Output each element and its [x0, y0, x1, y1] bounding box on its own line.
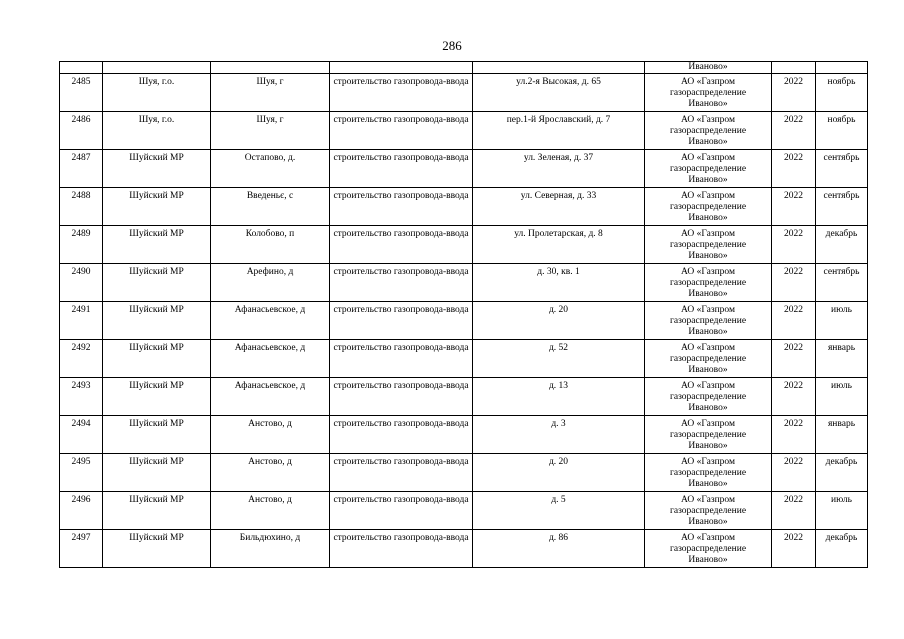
table-row	[60, 150, 868, 188]
cell-year: 2022	[772, 112, 816, 150]
table-row	[60, 264, 868, 302]
owner-line: газораспределение	[669, 544, 747, 554]
cell-year: 2022	[772, 530, 816, 568]
cell-address: ул. Северная, д. 33	[473, 188, 645, 226]
cell-address: д. 30, кв. 1	[473, 264, 645, 302]
table-row	[60, 302, 868, 340]
table-row	[60, 340, 868, 378]
owner-line: Иваново»	[688, 517, 728, 527]
owner-line: АО «Газпром	[680, 533, 735, 543]
owner-line: газораспределение	[669, 88, 747, 98]
cell-owner	[645, 454, 772, 492]
cell-address: д. 86	[473, 530, 645, 568]
table-body	[60, 62, 868, 568]
cell-month: ноябрь	[816, 112, 868, 150]
cell-month: сентябрь	[816, 264, 868, 302]
cell-address: пер.1-й Ярославский, д. 7	[473, 112, 645, 150]
table-row	[60, 74, 868, 112]
cell-locality: Бильдюхино, д	[211, 530, 330, 568]
cell-owner	[645, 416, 772, 454]
table-row	[60, 226, 868, 264]
cell-year: 2022	[772, 302, 816, 340]
cell-month: июль	[816, 302, 868, 340]
cell-year: 2022	[772, 378, 816, 416]
cell-month: июль	[816, 378, 868, 416]
cell-work	[330, 62, 473, 74]
owner-line: АО «Газпром	[680, 229, 735, 239]
owner-line: газораспределение	[669, 126, 747, 136]
owner-line: газораспределение	[669, 392, 747, 402]
cell-work: строительство газопровода-ввода	[330, 226, 473, 264]
cell-month: ноябрь	[816, 74, 868, 112]
table-row	[60, 492, 868, 530]
cell-num: 2493	[60, 378, 103, 416]
owner-line: АО «Газпром	[680, 457, 735, 467]
cell-work: строительство газопровода-ввода	[330, 530, 473, 568]
owner-line: АО «Газпром	[680, 381, 735, 391]
cell-num: 2487	[60, 150, 103, 188]
owner-line: Иваново»	[688, 441, 728, 451]
cell-address: д. 13	[473, 378, 645, 416]
cell-locality: Шуя, г	[211, 74, 330, 112]
cell-locality: Афанасьевское, д	[211, 302, 330, 340]
cell-month: декабрь	[816, 530, 868, 568]
cell-owner	[645, 492, 772, 530]
cell-district: Шуйский МР	[103, 188, 211, 226]
cell-address: ул.2-я Высокая, д. 65	[473, 74, 645, 112]
cell-district: Шуйский МР	[103, 226, 211, 264]
cell-month: декабрь	[816, 454, 868, 492]
cell-address: д. 20	[473, 454, 645, 492]
cell-work: строительство газопровода-ввода	[330, 302, 473, 340]
cell-locality: Шуя, г	[211, 112, 330, 150]
table-row	[60, 188, 868, 226]
cell-num	[60, 62, 103, 74]
table-row	[60, 378, 868, 416]
cell-year: 2022	[772, 188, 816, 226]
cell-district: Шуйский МР	[103, 492, 211, 530]
cell-num: 2492	[60, 340, 103, 378]
owner-line: газораспределение	[669, 506, 747, 516]
cell-locality: Колобово, п	[211, 226, 330, 264]
cell-month: июль	[816, 492, 868, 530]
cell-locality	[211, 62, 330, 74]
cell-address: д. 20	[473, 302, 645, 340]
owner-line: Иваново»	[688, 175, 728, 185]
cell-district: Шуйский МР	[103, 264, 211, 302]
cell-owner: Иваново»	[645, 62, 772, 74]
owner-line: АО «Газпром	[680, 115, 735, 125]
cell-year: 2022	[772, 340, 816, 378]
table-row	[60, 416, 868, 454]
cell-num: 2495	[60, 454, 103, 492]
owner-line: Иваново»	[688, 137, 728, 147]
cell-num: 2490	[60, 264, 103, 302]
cell-work: строительство газопровода-ввода	[330, 340, 473, 378]
cell-month	[816, 62, 868, 74]
cell-locality: Остапово, д.	[211, 150, 330, 188]
cell-district	[103, 62, 211, 74]
owner-line: АО «Газпром	[680, 191, 735, 201]
owner-line: газораспределение	[669, 316, 747, 326]
owner-line: газораспределение	[669, 278, 747, 288]
owner-line: газораспределение	[669, 240, 747, 250]
cell-address: ул. Зеленая, д. 37	[473, 150, 645, 188]
cell-work: строительство газопровода-ввода	[330, 492, 473, 530]
cell-work: строительство газопровода-ввода	[330, 112, 473, 150]
cell-year: 2022	[772, 74, 816, 112]
cell-month: сентябрь	[816, 188, 868, 226]
owner-line: АО «Газпром	[680, 77, 735, 87]
table-row	[60, 112, 868, 150]
cell-num: 2485	[60, 74, 103, 112]
owner-line: Иваново»	[688, 289, 728, 299]
cell-district: Шуйский МР	[103, 416, 211, 454]
table-row	[60, 530, 868, 568]
cell-num: 2488	[60, 188, 103, 226]
owner-line: АО «Газпром	[680, 495, 735, 505]
cell-owner	[645, 264, 772, 302]
owner-line: Иваново»	[688, 365, 728, 375]
owner-line: газораспределение	[669, 202, 747, 212]
cell-work: строительство газопровода-ввода	[330, 150, 473, 188]
cell-owner	[645, 530, 772, 568]
cell-year: 2022	[772, 454, 816, 492]
cell-address: д. 5	[473, 492, 645, 530]
cell-work: строительство газопровода-ввода	[330, 74, 473, 112]
cell-owner	[645, 112, 772, 150]
cell-district: Шуя, г.о.	[103, 112, 211, 150]
table-row-continued	[60, 62, 868, 74]
owner-line: Иваново»	[688, 213, 728, 223]
owner-line: Иваново»	[688, 99, 728, 109]
cell-address: д. 52	[473, 340, 645, 378]
owner-line: Иваново»	[688, 251, 728, 261]
cell-num: 2489	[60, 226, 103, 264]
owner-line: АО «Газпром	[680, 419, 735, 429]
cell-year: 2022	[772, 264, 816, 302]
cell-locality: Анстово, д	[211, 416, 330, 454]
cell-owner	[645, 74, 772, 112]
cell-work: строительство газопровода-ввода	[330, 454, 473, 492]
cell-work: строительство газопровода-ввода	[330, 378, 473, 416]
cell-work: строительство газопровода-ввода	[330, 416, 473, 454]
cell-num: 2497	[60, 530, 103, 568]
cell-district: Шуйский МР	[103, 530, 211, 568]
owner-line: газораспределение	[669, 164, 747, 174]
cell-num: 2496	[60, 492, 103, 530]
cell-month: январь	[816, 340, 868, 378]
cell-month: январь	[816, 416, 868, 454]
owner-line: Иваново»	[688, 327, 728, 337]
cell-locality: Анстово, д	[211, 492, 330, 530]
owner-line: газораспределение	[669, 430, 747, 440]
table-row	[60, 454, 868, 492]
owner-line: газораспределение	[669, 468, 747, 478]
cell-num: 2486	[60, 112, 103, 150]
cell-locality: Анстово, д	[211, 454, 330, 492]
cell-month: декабрь	[816, 226, 868, 264]
cell-month: сентябрь	[816, 150, 868, 188]
cell-address	[473, 62, 645, 74]
cell-locality: Арефино, д	[211, 264, 330, 302]
cell-address: д. 3	[473, 416, 645, 454]
cell-num: 2494	[60, 416, 103, 454]
cell-year	[772, 62, 816, 74]
cell-locality: Афанасьевское, д	[211, 378, 330, 416]
cell-locality: Введеньє, с	[211, 188, 330, 226]
cell-year: 2022	[772, 416, 816, 454]
owner-line: газораспределение	[669, 354, 747, 364]
cell-owner	[645, 226, 772, 264]
owner-line: Иваново»	[688, 555, 728, 565]
cell-owner	[645, 302, 772, 340]
owner-line: АО «Газпром	[680, 343, 735, 353]
cell-district: Шуя, г.о.	[103, 74, 211, 112]
cell-district: Шуйский МР	[103, 378, 211, 416]
cell-locality: Афанасьевское, д	[211, 340, 330, 378]
cell-district: Шуйский МР	[103, 302, 211, 340]
cell-owner	[645, 378, 772, 416]
owner-line: АО «Газпром	[680, 153, 735, 163]
owner-line: Иваново»	[688, 479, 728, 489]
cell-district: Шуйский МР	[103, 454, 211, 492]
cell-district: Шуйский МР	[103, 340, 211, 378]
cell-num: 2491	[60, 302, 103, 340]
cell-work: строительство газопровода-ввода	[330, 264, 473, 302]
owner-line: АО «Газпром	[680, 305, 735, 315]
cell-address: ул. Пролетарская, д. 8	[473, 226, 645, 264]
cell-district: Шуйский МР	[103, 150, 211, 188]
cell-year: 2022	[772, 492, 816, 530]
cell-year: 2022	[772, 150, 816, 188]
owner-line: АО «Газпром	[680, 267, 735, 277]
cell-year: 2022	[772, 226, 816, 264]
cell-work: строительство газопровода-ввода	[330, 188, 473, 226]
owner-line: Иваново»	[688, 403, 728, 413]
page-number: 286	[442, 38, 462, 53]
cell-owner	[645, 340, 772, 378]
objects-table	[59, 61, 868, 568]
cell-owner	[645, 188, 772, 226]
cell-owner	[645, 150, 772, 188]
